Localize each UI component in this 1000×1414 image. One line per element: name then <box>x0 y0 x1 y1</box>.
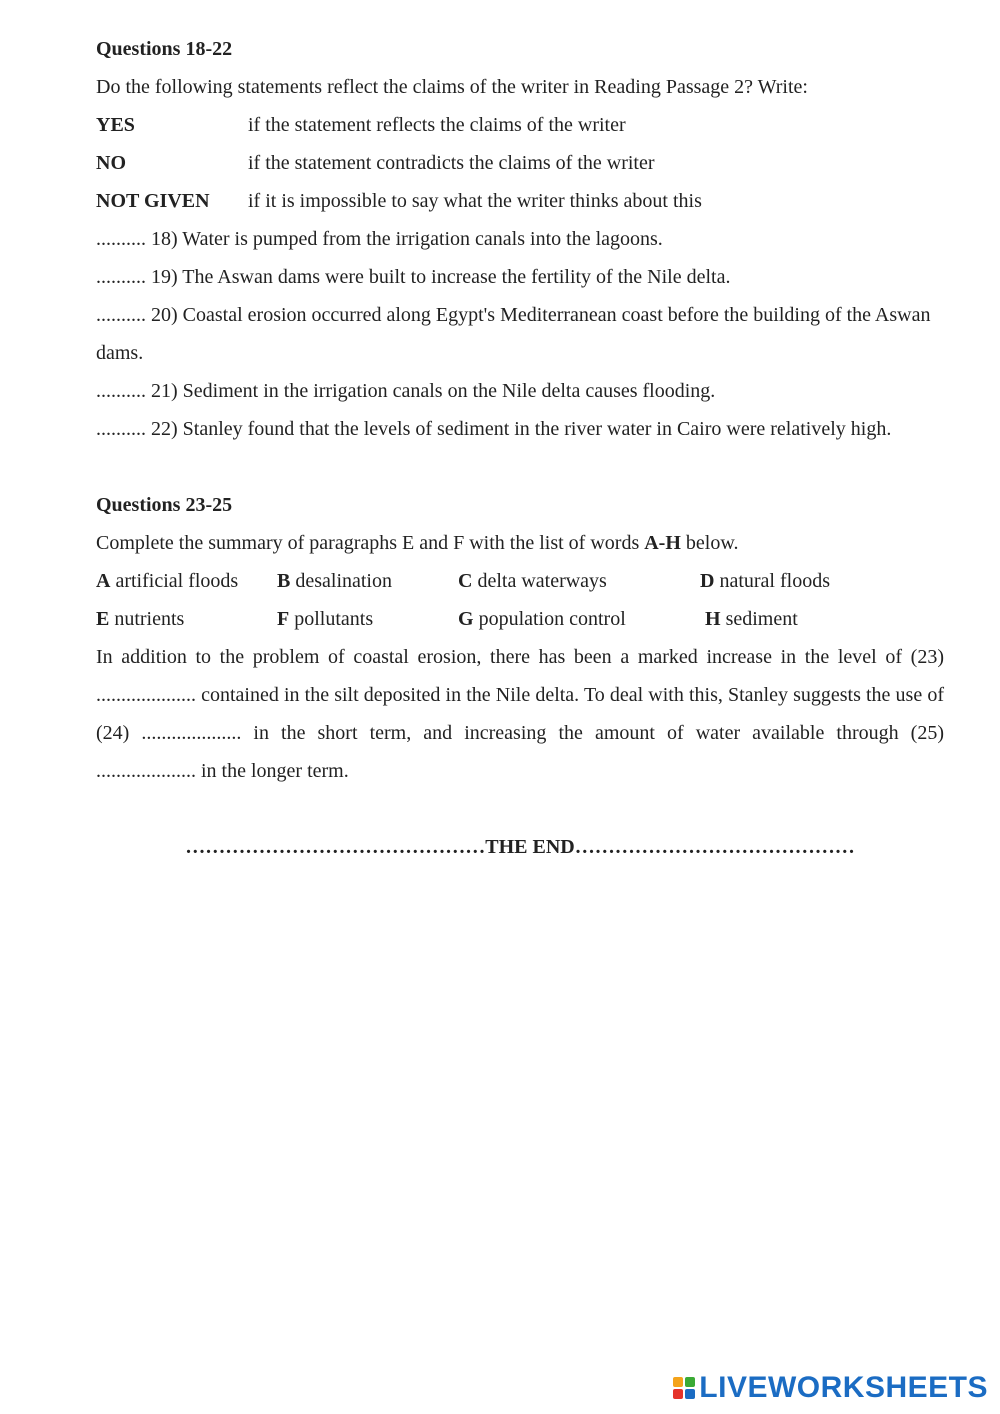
option-text: nutrients <box>109 608 185 630</box>
instruction-text-end: below. <box>680 532 739 554</box>
statement-18: .......... 18) Water is pumped from the irrigation canals into the lagoons. <box>96 228 663 250</box>
option-b <box>277 562 392 600</box>
the-end-line: ………………………………………THE END…………………………………… <box>185 836 855 858</box>
section2-instruction <box>96 524 944 562</box>
option-d <box>700 562 830 600</box>
statement-20: .......... 20) Coastal erosion occurred along Egypt's Mediterranean coast before the building of the Aswan dams. <box>96 304 931 364</box>
definition-meaning: if the statement contradicts the claims of the writer <box>248 152 655 174</box>
option-text: artificial floods <box>110 570 239 592</box>
option-letter: C <box>458 570 473 592</box>
definition-yes <box>96 106 944 144</box>
option-text: desalination <box>290 570 392 592</box>
option-c <box>458 562 607 600</box>
option-letter: G <box>458 608 474 630</box>
option-letter: H <box>705 608 721 630</box>
option-e <box>96 600 184 638</box>
instruction-range: A-H <box>644 532 681 554</box>
definition-meaning: if the statement reflects the claims of the writer <box>248 114 626 136</box>
option-text: sediment <box>720 608 798 630</box>
statement-19: .......... 19) The Aswan dams were built to increase the fertility of the Nile delta. <box>96 266 731 288</box>
worksheet-page <box>96 30 944 866</box>
option-text: pollutants <box>289 608 374 630</box>
instruction-text: Complete the summary of paragraphs E and F with the list of words <box>96 532 645 554</box>
section1-instruction: Do the following statements reflect the claims of the writer in Reading Passage 2? Write: <box>96 76 808 98</box>
option-g <box>458 600 626 638</box>
definition-term: NOT GIVEN <box>96 190 210 212</box>
liveworksheets-logo <box>673 1368 988 1408</box>
definition-no <box>96 144 944 182</box>
statement-21: .......... 21) Sediment in the irrigation canals on the Nile delta causes flooding. <box>96 380 716 402</box>
option-letter: A <box>96 570 111 592</box>
option-letter: F <box>277 608 290 630</box>
option-f <box>277 600 373 638</box>
option-a <box>96 562 238 600</box>
definition-not-given <box>96 182 944 220</box>
logo-icon <box>673 1377 695 1399</box>
option-letter: B <box>277 570 291 592</box>
options-row-2 <box>96 600 944 638</box>
options-row-1 <box>96 562 944 600</box>
option-letter: E <box>96 608 110 630</box>
definition-term: NO <box>96 152 126 174</box>
option-h <box>705 600 798 638</box>
summary-paragraph: In addition to the problem of coastal erosion, there has been a marked increase in the level of (23) .................... contained in the silt deposited in the Nile delta. To deal with this, Stanley suggests the use of (24) .................... in the short term, and increasing the amount of water available through (25) .................... in the longer term. <box>96 646 944 782</box>
definition-meaning: if it is impossible to say what the writer thinks about this <box>248 190 702 212</box>
section2-heading: Questions 23-25 <box>96 494 233 516</box>
statement-22: .......... 22) Stanley found that the levels of sediment in the river water in Cairo were relatively high. <box>96 418 892 440</box>
option-letter: D <box>700 570 715 592</box>
section-spacer <box>96 448 944 486</box>
option-text: delta waterways <box>472 570 607 592</box>
section1-heading: Questions 18-22 <box>96 38 233 60</box>
option-text: natural floods <box>714 570 830 592</box>
logo-text: LIVEWORKSHEETS <box>699 1371 988 1404</box>
option-text: population control <box>473 608 626 630</box>
definition-term: YES <box>96 114 135 136</box>
